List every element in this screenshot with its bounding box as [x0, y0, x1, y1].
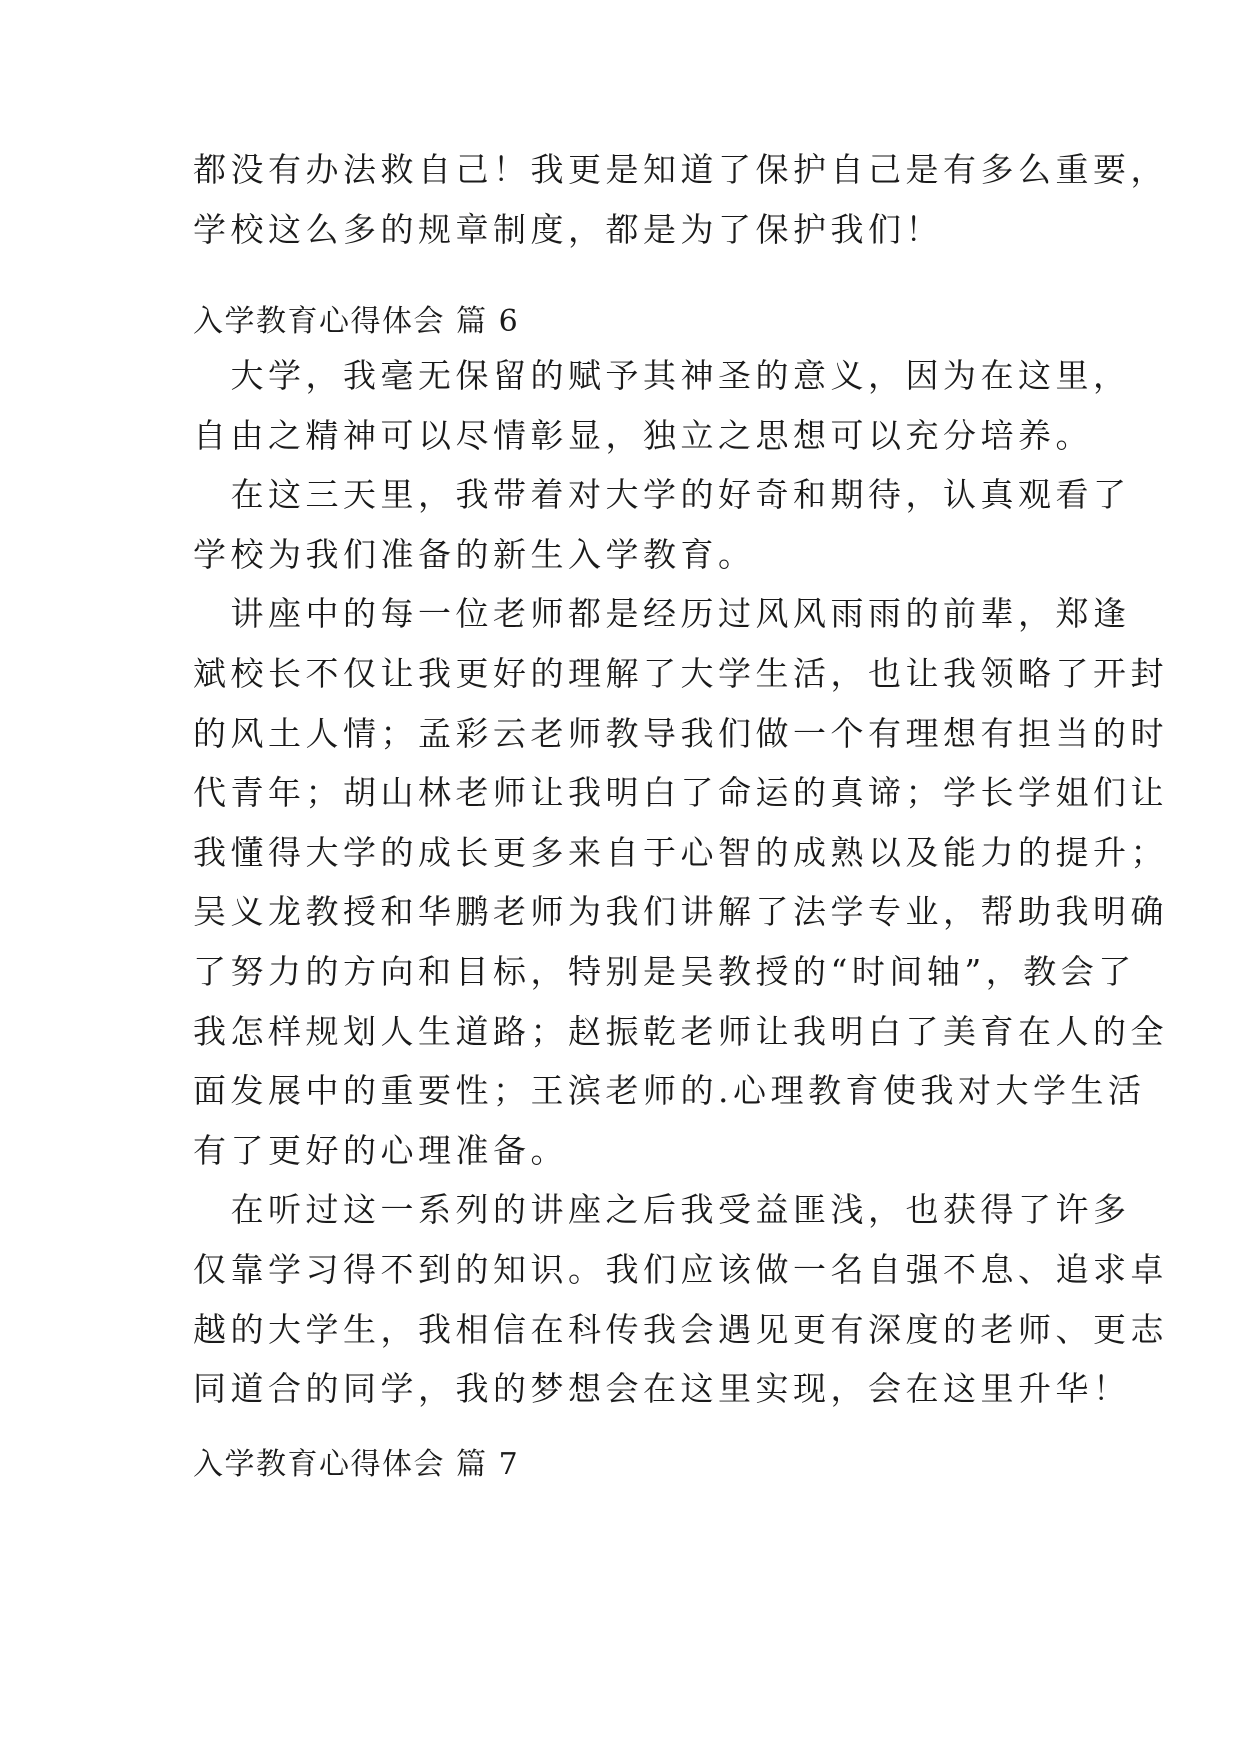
- text-line: 我懂得大学的成长更多来自于心智的成熟以及能力的提升；: [193, 832, 1168, 872]
- text-line: 同道合的同学，我的梦想会在这里实现，会在这里升华！: [193, 1369, 1131, 1409]
- text-line: 吴义龙教授和华鹏老师为我们讲解了法学专业，帮助我明确: [193, 892, 1168, 932]
- text-line: 了努力的方向和目标，特别是吴教授的“时间轴”，教会了: [193, 951, 1136, 991]
- text-line: 的风土人情；孟彩云老师教导我们做一个有理想有担当的时: [193, 713, 1168, 753]
- text-line: 大学，我毫无保留的赋予其神圣的意义，因为在这里，: [193, 356, 1131, 395]
- section-6-body: [193, 346, 1168, 1419]
- top-paragraph: [193, 140, 1168, 259]
- text-line: 在这三天里，我带着对大学的好奇和期待，认真观看了: [193, 475, 1131, 515]
- text-line: 越的大学生，我相信在科传我会遇见更有深度的老师、更志: [193, 1309, 1168, 1349]
- section-heading-7: 入学教育心得体会 篇 7: [193, 1447, 520, 1482]
- text-line: 面发展中的重要性；王滨老师的.心理教育使我对大学生活: [193, 1071, 1146, 1111]
- text-line: 斌校长不仅让我更好的理解了大学生活，也让我领略了开封: [193, 653, 1168, 693]
- text-line: 我怎样规划人生道路；赵振乾老师让我明白了美育在人的全: [193, 1011, 1168, 1051]
- text-line: 有了更好的心理准备。: [193, 1130, 568, 1170]
- section-heading-6: 入学教育心得体会 篇 6: [193, 304, 520, 339]
- text-line: 仅靠学习得不到的知识。我们应该做一名自强不息、追求卓: [193, 1249, 1168, 1289]
- text-line: 代青年；胡山林老师让我明白了命运的真谛；学长学姐们让: [193, 773, 1168, 813]
- text-line: 在听过这一系列的讲座之后我受益匪浅，也获得了许多: [193, 1190, 1131, 1230]
- text-line: 学校为我们准备的新生入学教育。: [193, 534, 756, 574]
- text-line: 自由之精神可以尽情彰显，独立之思想可以充分培养。: [193, 415, 1093, 455]
- text-line: 学校这么多的规章制度，都是为了保护我们！: [193, 209, 943, 249]
- text-line: 讲座中的每一位老师都是经历过风风雨雨的前辈，郑逢: [193, 594, 1131, 634]
- text-line: 都没有办法救自己！我更是知道了保护自己是有多么重要，: [193, 150, 1168, 189]
